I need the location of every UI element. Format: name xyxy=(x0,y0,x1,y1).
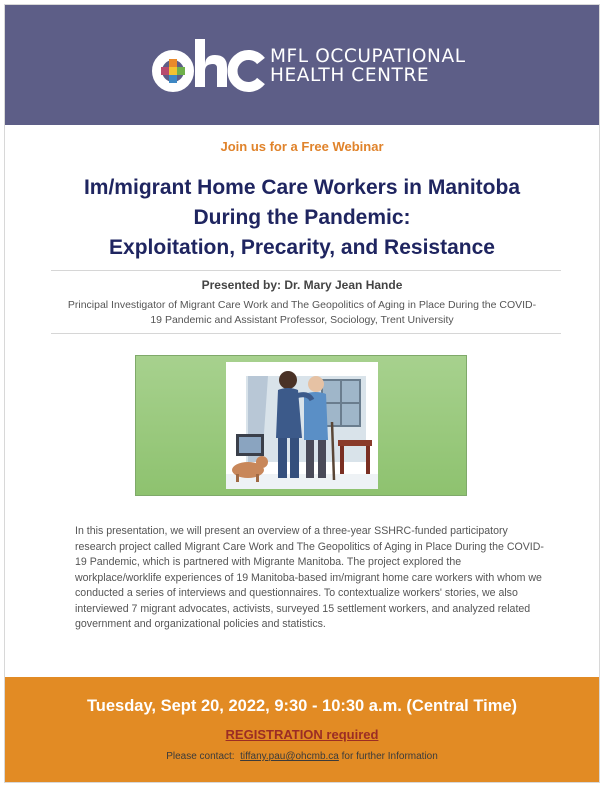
organization-name xyxy=(270,47,466,85)
organization-name-line1: MFL OCCUPATIONAL xyxy=(270,46,466,67)
presenter: Presented by: Dr. Mary Jean Hande xyxy=(201,278,403,292)
organization-name-line2: HEALTH CENTRE xyxy=(270,65,430,86)
event-date-time: Tuesday, Sept 20, 2022, 9:30 - 10:30 a.m. (Central Time) xyxy=(86,697,518,715)
event-footer xyxy=(5,677,599,782)
divider-bottom xyxy=(51,333,561,334)
header-banner xyxy=(5,5,599,125)
title-line-3: Exploitation, Precarity, and Resistance xyxy=(109,236,495,259)
contact-email-link[interactable]: tiffany.pau@ohcmb.ca xyxy=(240,751,339,762)
presenter-affiliation: Principal Investigator of Migrant Care Work and The Geopolitics of Aging in Place During the COVID-19 Pandemic and Assistant Professor, Sociology, Trent University xyxy=(67,299,537,326)
contact-suffix: for further Information xyxy=(338,751,438,762)
illustration-frame xyxy=(135,355,467,496)
ohc-logo xyxy=(151,37,466,93)
contact-prefix: Please contact: xyxy=(166,751,241,762)
registration-link[interactable]: REGISTRATION required xyxy=(225,727,379,742)
contact-info xyxy=(5,751,599,762)
webinar-title xyxy=(5,173,599,263)
webinar-invite: Join us for a Free Webinar xyxy=(220,139,384,154)
divider-top xyxy=(51,270,561,271)
title-line-1: Im/migrant Home Care Workers in Manitoba xyxy=(83,176,521,199)
caregiver-assisting-elder-illustration-icon xyxy=(226,362,378,489)
illustration xyxy=(226,362,378,489)
flyer-page xyxy=(4,4,600,783)
webinar-description: In this presentation, we will present an overview of a three-year SSHRC-funded participatory research project called Migrant Care Work and The Geopolitics of Aging in Place During the COVID-19 Pandemic, which is partnered with Migrante Manitoba. The project explored the workplace/worklife experiences of 19 Manitoba-based im/migrant home care workers with whom we conducted a series of interviews and questionnaires. To contextualize workers' stories, we also interviewed 7 migrant advocates, activists, surveyed 15 settlement workers, and analyzed related government and organizational policies and statistics. xyxy=(75,525,544,630)
title-line-2: During the Pandemic: xyxy=(193,206,411,229)
ohc-logo-icon xyxy=(151,37,265,93)
